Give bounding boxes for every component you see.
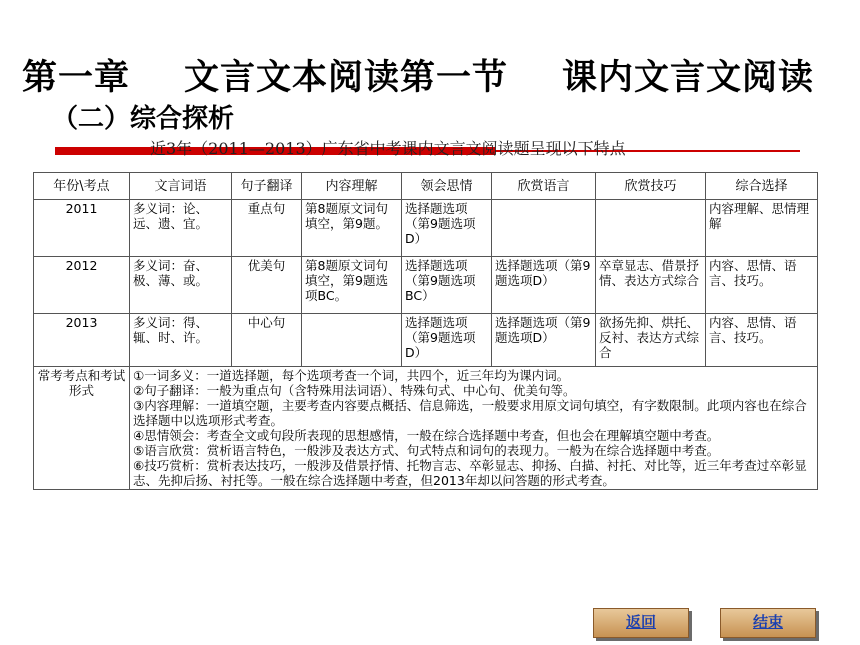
- title-topic: 课内文言文阅读: [562, 58, 815, 98]
- table-header-row: [34, 173, 818, 200]
- note-item: ⑤语言欣赏：赏析语言特色，一般涉及表达方式、句式特点和词句的表现力。一般为在综合选择题中考查。: [133, 443, 720, 458]
- table-cell: 内容理解、思情理解: [706, 200, 818, 257]
- table-cell: 内容、思情、语言、技巧。: [706, 314, 818, 367]
- title-chapter: 第一章: [22, 58, 131, 98]
- table-cell: 第8题原文词句填空，第9题。: [302, 200, 402, 257]
- header-cell: 内容理解: [302, 173, 402, 200]
- table-cell: 选择题选项（第9题选项D）: [492, 314, 596, 367]
- table-cell: [492, 200, 596, 257]
- header-cell: 句子翻译: [232, 173, 302, 200]
- table-cell: 选择题选项（第9题选项D）: [402, 314, 492, 367]
- back-button[interactable]: 返回: [593, 608, 689, 638]
- table-row: [34, 257, 818, 314]
- title-section: 文言文本阅读第一节: [184, 58, 509, 98]
- page-title: [22, 50, 814, 100]
- table-cell: [302, 314, 402, 367]
- year-cell: 2013: [34, 314, 130, 367]
- table-row: [34, 314, 818, 367]
- year-cell: 2012: [34, 257, 130, 314]
- header-cell: 文言词语: [130, 173, 232, 200]
- header-cell: 欣赏语言: [492, 173, 596, 200]
- table-row: [34, 200, 818, 257]
- table-cell: 卒章显志、借景抒情、表达方式综合: [596, 257, 706, 314]
- notes-row: [34, 367, 818, 490]
- note-item: ②句子翻译：一般为重点句（含特殊用法词语）、特殊句式、中心句、优美句等。: [133, 383, 576, 398]
- table-cell: 多义词：奋、极、薄、或。: [130, 257, 232, 314]
- table-cell: 欲扬先抑、烘托、反衬、表达方式综合: [596, 314, 706, 367]
- table-cell: 中心句: [232, 314, 302, 367]
- table-caption: 近3年（2011—2013）广东省中考课内文言文阅读题呈现以下特点: [150, 139, 626, 158]
- notes-label: 常考考点和考试形式: [34, 367, 130, 490]
- table-cell: 内容、思情、语言、技巧。: [706, 257, 818, 314]
- table-cell: 优美句: [232, 257, 302, 314]
- header-cell: 年份\考点: [34, 173, 130, 200]
- header-cell: 领会思情: [402, 173, 492, 200]
- exam-features-table: [33, 172, 818, 490]
- table-cell: 第8题原文词句填空，第9题选项BC。: [302, 257, 402, 314]
- section-subtitle: （二）综合探析: [52, 104, 235, 134]
- table-cell: 多义词：得、辄、时、许。: [130, 314, 232, 367]
- table-cell: [596, 200, 706, 257]
- table-cell: 选择题选项（第9题选项D）: [402, 200, 492, 257]
- end-button[interactable]: 结束: [720, 608, 816, 638]
- note-item: ①一词多义：一道选择题，每个选项考查一个词，共四个，近三年均为课内词。: [133, 368, 570, 383]
- header-cell: 综合选择: [706, 173, 818, 200]
- year-cell: 2011: [34, 200, 130, 257]
- notes-cell: [130, 367, 818, 490]
- note-item: ⑥技巧赏析：赏析表达技巧，一般涉及借景抒情、托物言志、卒彰显志、抑扬、白描、衬托、对比等，近三年考查过卒彰显志、先抑后扬、衬托等。一般在综合选择题中考查，但2013年却以问答题的形式考查。: [133, 458, 807, 488]
- table-cell: 选择题选项（第9题选项BC）: [402, 257, 492, 314]
- table-cell: 选择题选项（第9题选项D）: [492, 257, 596, 314]
- table-cell: 多义词：论、远、遗、宜。: [130, 200, 232, 257]
- note-item: ③内容理解：一道填空题，主要考查内容要点概括、信息筛选，一般要求用原文词句填空，有字数限制。此项内容也在综合选择题中以选项形式考查。: [133, 398, 807, 428]
- note-item: ④思情领会：考查全文或句段所表现的思想感情，一般在综合选择题中考查，但也会在理解填空题中考查。: [133, 428, 720, 443]
- header-cell: 欣赏技巧: [596, 173, 706, 200]
- table-cell: 重点句: [232, 200, 302, 257]
